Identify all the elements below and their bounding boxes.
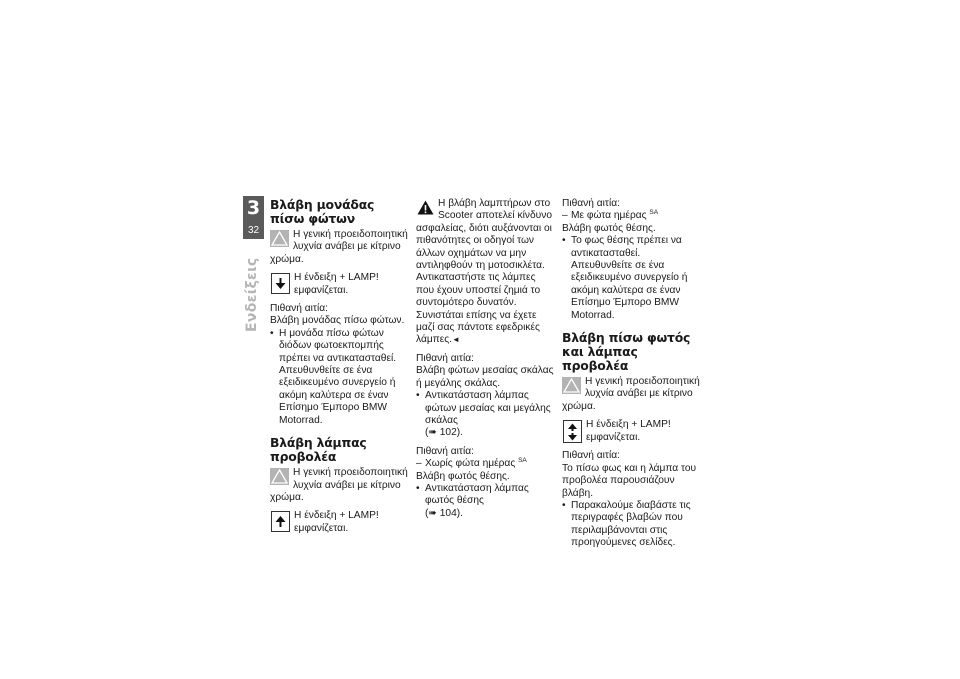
section-title-rear-and-headlight-failure: Βλάβη πίσω φωτός και λάμπας προβολέα <box>562 330 691 374</box>
display-note <box>270 510 408 535</box>
end-mark-icon: ◄ <box>452 335 460 345</box>
column-2 <box>416 198 554 520</box>
general-warning-icon <box>270 468 289 485</box>
remedy-list <box>562 500 700 550</box>
general-warning-icon <box>270 230 289 247</box>
page-number: 32 <box>247 225 260 236</box>
chapter-number: 3 <box>246 197 261 219</box>
list-item: • Αντικατάσταση λάμπας φωτός θέσης (➠ 104). <box>416 483 554 520</box>
safety-warning-icon <box>416 199 434 216</box>
cause-text: Βλάβη φωτός θέσης. <box>562 222 656 234</box>
condition-text: – Με φώτα ημέρας $^{SA}$ <box>562 209 659 222</box>
condition-text: – Χωρίς φώτα ημέρας $^{SA}$ <box>416 457 527 470</box>
safety-warning-note <box>416 198 554 272</box>
list-item: • Η μονάδα πίσω φώτων διόδων φωτοεκπομπής πρέπει να αντικατασταθεί. Απευθυνθείτε σε ένα εξειδικευμένο συνεργείο ή ακόμη καλύτερα σε έναν Επίσημο Έμπορο BMW Motorrad. <box>270 328 408 427</box>
list-item: • Αντικατάσταση λάμπας φώτων μεσαίας και μεγάλης σκάλας (➠ 102). <box>416 390 554 440</box>
cause-label: Πιθανή αιτία: <box>562 450 620 462</box>
warning-text: Η γενική προειδοποιητική λυχνία ανάβει με κίτρινο χρώμα. <box>562 376 700 412</box>
cause-text: Το πίσω φως και η λάμπα του προβολέα παρουσιάζουν βλάβη. <box>562 462 697 499</box>
rear-arrow-down-icon <box>271 273 290 294</box>
cause-label: Πιθανή αιτία: <box>562 198 620 209</box>
remedy-list <box>562 235 700 322</box>
display-note <box>270 272 408 297</box>
replace-lamps-text: Αντικαταστήστε τις λάμπες που έχουν υποστεί ζημιά το συντομότερο δυνατόν. Συνιστάται επίσης να έχετε μαζί σας πάντοτε εφεδρικές λάμπες.◄ <box>416 272 541 346</box>
cause-label: Πιθανή αιτία: <box>416 445 474 457</box>
section-title-headlight-failure: Βλάβη λάμπας προβολέα <box>270 435 367 465</box>
general-warning-icon <box>562 377 581 394</box>
section-title-rear-light-failure: Βλάβη μονάδας πίσω φώτων <box>270 197 375 226</box>
cause-text: Βλάβη μονάδας πίσω φώτων. <box>270 315 405 327</box>
warning-text: Η γενική προειδοποιητική λυχνία ανάβει με κίτρινο χρώμα. <box>270 467 408 503</box>
cause-text: Βλάβη φωτός θέσης. <box>416 470 510 482</box>
display-text: Η ένδειξη + LAMP! εμφανίζεται. <box>294 272 379 296</box>
list-item: • Το φως θέσης πρέπει να αντικατασταθεί. Απευθυνθείτε σε ένα εξειδικευμένο συνεργείο ή ακόμη καλύτερα σε έναν Επίσημο Έμπορο BMW Motorrad. <box>562 235 700 322</box>
chapter-title-vertical: Ενδείξεις <box>244 257 260 332</box>
cause-label: Πιθανή αιτία: <box>416 352 474 364</box>
cause-label: Πιθανή αιτία: <box>270 303 328 315</box>
special-equipment-badge: SA <box>649 209 659 217</box>
display-text: Η ένδειξη + LAMP! εμφανίζεται. <box>586 419 671 443</box>
column-3 <box>562 198 700 550</box>
warning-note <box>270 467 408 504</box>
page-reference: (➠ 102). <box>425 427 463 439</box>
front-arrow-up-icon <box>271 511 290 532</box>
warning-note <box>562 376 700 413</box>
cause-text: Βλάβη φώτων μεσαίας σκάλας ή μεγάλης σκάλας. <box>416 365 554 389</box>
special-equipment-badge: SA <box>518 457 527 465</box>
remedy-list <box>416 483 554 520</box>
remedy-list <box>270 328 408 427</box>
column-1 <box>270 198 408 535</box>
list-item: • Παρακαλούμε διαβάστε τις περιγραφές βλαβών που περιλαμβάνονται στις προηγούμενες σελίδες. <box>562 500 700 550</box>
display-text: Η ένδειξη + LAMP! εμφανίζεται. <box>294 510 379 534</box>
warning-note <box>270 229 408 266</box>
warning-text: Η γενική προειδοποιητική λυχνία ανάβει με κίτρινο χρώμα. <box>270 229 408 265</box>
page-reference: (➠ 104). <box>425 507 463 519</box>
display-note <box>562 419 700 444</box>
remedy-list <box>416 390 554 440</box>
front-and-rear-arrows-icon <box>563 420 582 443</box>
safety-warning-text: Η βλάβη λαμπτήρων στο Scooter αποτελεί κίνδυνο ασφαλείας, διότι αυξάνονται οι πιθανότητες οι οδηγοί των άλλων οχημάτων να μην αντιληφθούν τη μοτοσικλέτα. <box>416 198 552 272</box>
